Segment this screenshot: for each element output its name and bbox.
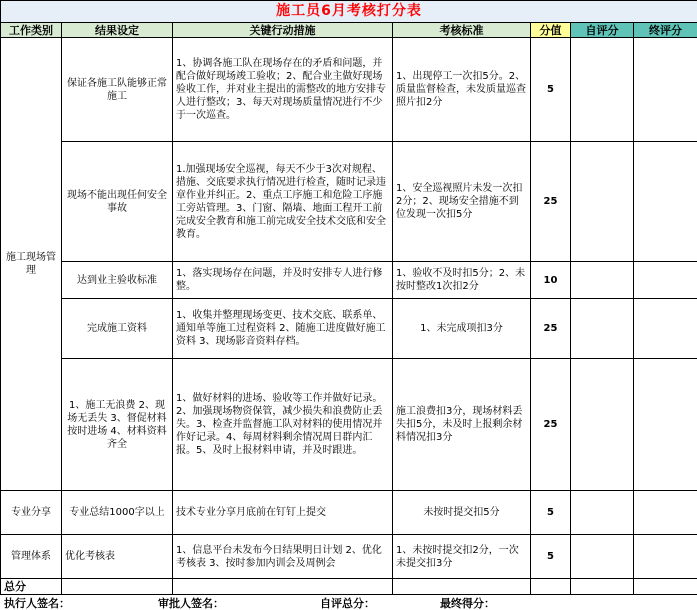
score-cell: 5 xyxy=(531,491,571,535)
total-empty-cell xyxy=(393,579,531,595)
total-label: 总分 xyxy=(1,579,62,595)
table-row xyxy=(1,262,697,299)
total-row xyxy=(1,579,697,595)
final-score-input[interactable] xyxy=(634,491,697,535)
final-score-input[interactable] xyxy=(634,142,697,262)
final-total-label: 最终得分： xyxy=(440,597,495,610)
total-empty-cell xyxy=(62,579,173,595)
sheet-title: 施工员6月考核打分表 xyxy=(1,1,697,23)
total-self-score-input[interactable] xyxy=(571,579,634,595)
standard-cell: 1、未按时提交扣2分，一次未提交扣3分 xyxy=(393,535,531,579)
final-score-input[interactable] xyxy=(634,359,697,491)
header-actions: 关键行动措施 xyxy=(173,23,393,38)
header-self-score: 自评分 xyxy=(571,23,634,38)
final-score-input[interactable] xyxy=(634,299,697,359)
table-row xyxy=(1,38,697,142)
self-score-input[interactable] xyxy=(571,142,634,262)
actions-cell: 1、做好材料的进场、验收等工作并做好记录。2、加强现场物资保管，减少损失和浪费防止丢失。3、检查并监督施工队对材料的使用情况并作好记录。4、每周材料剩余情况周日群内汇报。5、及时上报材料申请，并及时跟进。 xyxy=(173,359,393,491)
score-cell: 25 xyxy=(531,142,571,262)
final-score-input[interactable] xyxy=(634,262,697,299)
self-score-input[interactable] xyxy=(571,491,634,535)
actions-cell: 1.加强现场安全巡视，每天不少于3次对规程、措施、交底要求执行情况进行检查，随时记录违章作业并纠正。2、重点工序施工和危险工序施工旁站管理。3、门窗、隔墙、地面工程开工前完成安全教育和施工前完成安全技术交底和安全教育。 xyxy=(173,142,393,262)
category-site-mgmt: 施工现场管理 xyxy=(1,38,62,491)
standard-cell: 1、出现停工一次扣5分。2、质量监督检查，未发质量巡查照片扣2分 xyxy=(393,38,531,142)
header-final-score: 终评分 xyxy=(634,23,697,38)
category-mgmt-system: 管理体系 xyxy=(1,535,62,579)
self-score-input[interactable] xyxy=(571,535,634,579)
self-score-input[interactable] xyxy=(571,299,634,359)
result-cell: 1、施工无浪费 2、现场无丢失 3、督促材料按时进场 4、材料资料齐全 xyxy=(62,359,173,491)
result-cell: 专业总结1000字以上 xyxy=(62,491,173,535)
result-cell: 保证各施工队能够正常施工 xyxy=(62,38,173,142)
self-score-input[interactable] xyxy=(571,38,634,142)
standard-cell: 未按时提交扣5分 xyxy=(393,491,531,535)
score-cell: 10 xyxy=(531,262,571,299)
actions-cell: 技术专业分享月底前在钉钉上提交 xyxy=(173,491,393,535)
header-result: 结果设定 xyxy=(62,23,173,38)
score-cell: 5 xyxy=(531,535,571,579)
approver-signature-label: 审批人签名： xyxy=(158,597,224,610)
table-row xyxy=(1,491,697,535)
result-cell: 完成施工资料 xyxy=(62,299,173,359)
header-category: 工作类别 xyxy=(1,23,62,38)
self-score-input[interactable] xyxy=(571,359,634,491)
score-cell: 25 xyxy=(531,299,571,359)
final-score-input[interactable] xyxy=(634,38,697,142)
result-cell: 优化考核表 xyxy=(62,535,173,579)
score-cell: 25 xyxy=(531,359,571,491)
executor-signature-label: 执行人签名： xyxy=(4,597,70,610)
actions-cell: 1、收集并整理现场变更、技术交底、联系单、通知单等施工过程资料 2、随施工进度做好施工资料 3、现场影音资料存档。 xyxy=(173,299,393,359)
table-row xyxy=(1,535,697,579)
total-empty-cell xyxy=(173,579,393,595)
table-row xyxy=(1,142,697,262)
signature-line xyxy=(0,597,697,610)
standard-cell: 1、安全巡视照片未发一次扣2分；2、现场安全措施不到位发现一次扣5分 xyxy=(393,142,531,262)
standard-cell: 1、验收不及时扣5分；2、未按时整改1次扣2分 xyxy=(393,262,531,299)
actions-cell: 1、落实现场存在问题，并及时安排专人进行修整。 xyxy=(173,262,393,299)
total-score-cell xyxy=(531,579,571,595)
actions-cell: 1、协调各施工队在现场存在的矛盾和问题，并配合做好现场竣工验收；2、配合业主做好现场验收工作，并对业主提出的需整改的地方安排专人进行整改；3、每天对现场质量情况进行不少于一次巡查。 xyxy=(173,38,393,142)
final-score-input[interactable] xyxy=(634,535,697,579)
standard-cell: 1、未完成项扣3分 xyxy=(393,299,531,359)
actions-cell: 1、信息平台未发布今日结果明日计划 2、优化考核表 3、按时参加内训会及周例会 xyxy=(173,535,393,579)
table-row xyxy=(1,359,697,491)
self-score-input[interactable] xyxy=(571,262,634,299)
header-standard: 考核标准 xyxy=(393,23,531,38)
self-total-label: 自评总分： xyxy=(320,597,375,610)
result-cell: 现场不能出现任何安全事故 xyxy=(62,142,173,262)
table-row xyxy=(1,299,697,359)
score-cell: 5 xyxy=(531,38,571,142)
standard-cell: 施工浪费扣3分，现场材料丢失扣5分，未及时上报剩余材料情况扣3分 xyxy=(393,359,531,491)
header-score: 分值 xyxy=(531,23,571,38)
category-sharing: 专业分享 xyxy=(1,491,62,535)
result-cell: 达到业主验收标准 xyxy=(62,262,173,299)
total-final-score-input[interactable] xyxy=(634,579,697,595)
